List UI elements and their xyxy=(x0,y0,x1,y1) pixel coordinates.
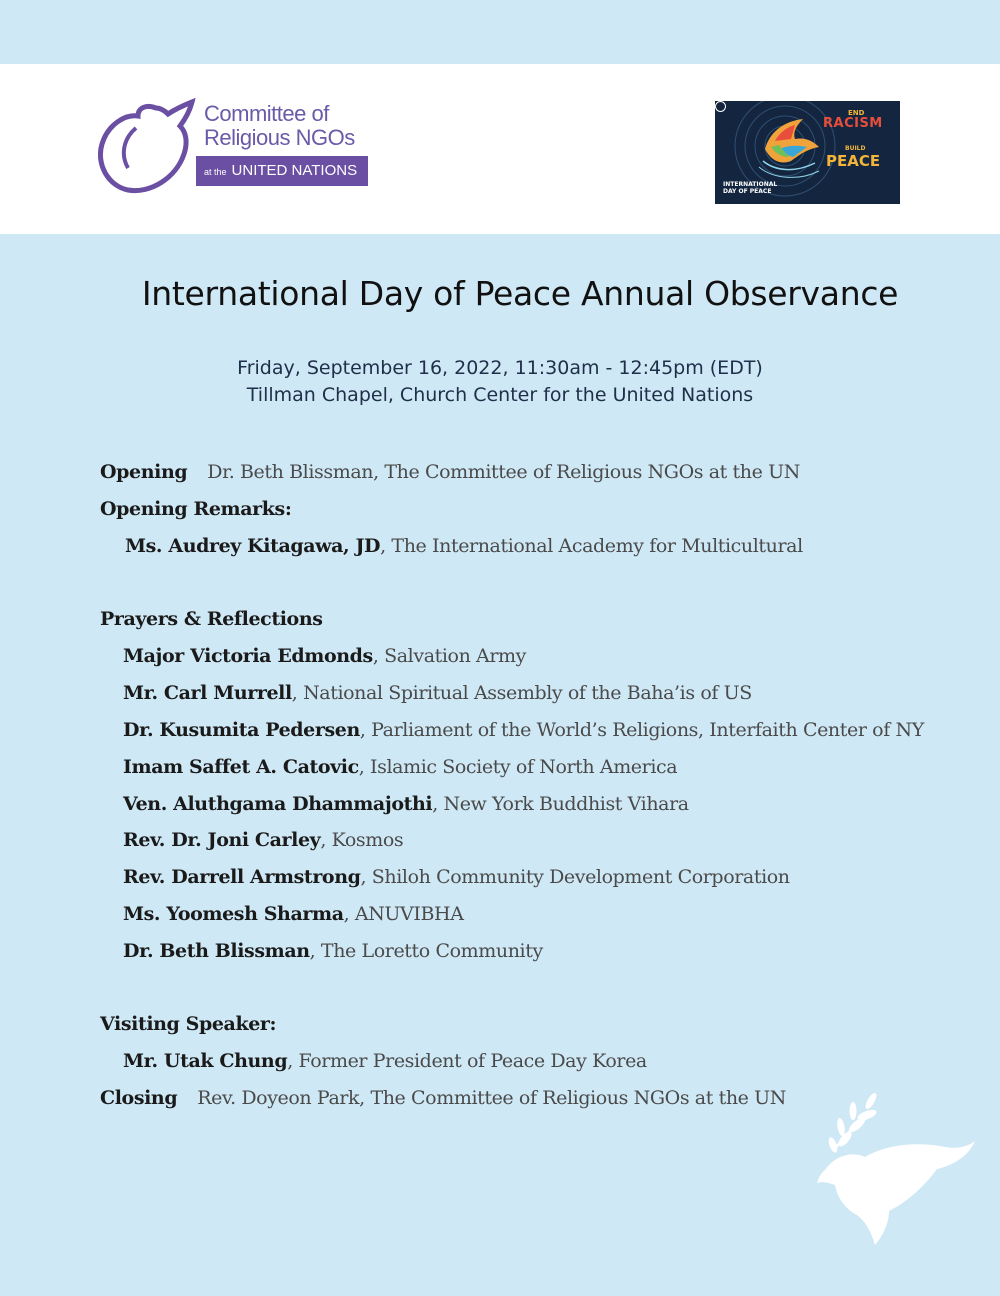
event-venue: Tillman Chapel, Church Center for the United Nations xyxy=(246,384,754,406)
program-opening xyxy=(100,460,800,484)
speaker-org: , ANUVIBHA xyxy=(343,903,464,925)
program-closing xyxy=(100,1086,786,1110)
program-visiting xyxy=(100,1012,276,1036)
opening-remarks-speaker xyxy=(125,534,803,558)
speaker-name: Imam Saffet A. Catovic xyxy=(123,756,359,778)
speaker-name: Ms. Yoomesh Sharma xyxy=(123,903,344,925)
list-item xyxy=(123,865,790,889)
speaker-org: , Former President of Peace Day Korea xyxy=(287,1050,647,1072)
list-item xyxy=(123,939,543,963)
speaker-name: Ven. Aluthgama Dhammajothi xyxy=(123,793,433,815)
list-item xyxy=(123,828,403,852)
list-item xyxy=(123,644,526,668)
badge-peace: PEACE xyxy=(826,152,881,170)
badge-build: BUILD xyxy=(845,145,866,152)
speaker-org: , National Spiritual Assembly of the Baha’is of US xyxy=(291,682,752,704)
prayers-label: Prayers & Reflections xyxy=(100,608,323,630)
badge-idp-line2: DAY OF PEACE xyxy=(723,188,772,195)
event-date: Friday, September 16, 2022, 11:30am - 12:45pm (EDT) xyxy=(237,357,763,379)
program-opening-remarks xyxy=(100,497,291,521)
list-item xyxy=(123,902,464,926)
speaker-name: Rev. Darrell Armstrong xyxy=(123,866,361,888)
opening-remarks-label: Opening Remarks: xyxy=(100,498,292,520)
badge-idp-line1: INTERNATIONAL xyxy=(723,181,778,188)
badge-racism: RACISM xyxy=(823,116,883,131)
logo-line-committee: Committee of xyxy=(204,101,329,126)
speaker-org: , The International Academy for Multicultural xyxy=(380,535,803,557)
list-item xyxy=(123,681,752,705)
logo-line-religious: Religious NGOs xyxy=(204,125,355,150)
logo-box-at-the: at the xyxy=(204,167,227,177)
speaker-org: , The Loretto Community xyxy=(309,940,543,962)
badge-end: END xyxy=(848,109,865,117)
list-item xyxy=(123,755,677,779)
speaker-org: , Kosmos xyxy=(320,829,404,851)
list-item xyxy=(123,718,924,742)
speaker-name: Mr. Carl Murrell xyxy=(123,682,292,704)
speaker-name: Dr. Beth Blissman xyxy=(123,940,310,962)
speaker-org: , Parliament of the World’s Religions, Interfaith Center of NY xyxy=(359,719,924,741)
speaker-org: , Shiloh Community Development Corporation xyxy=(360,866,790,888)
speaker-name: Major Victoria Edmonds xyxy=(123,645,373,667)
speaker-name: Mr. Utak Chung xyxy=(123,1050,288,1072)
speaker-name: Rev. Dr. Joni Carley xyxy=(123,829,321,851)
visiting-label: Visiting Speaker: xyxy=(100,1013,277,1035)
speaker-name: Dr. Kusumita Pedersen xyxy=(123,719,360,741)
page-title: International Day of Peace Annual Observance xyxy=(141,274,899,313)
list-item xyxy=(123,792,689,816)
visiting-speaker xyxy=(123,1049,647,1073)
closing-text: Rev. Doyeon Park, The Committee of Religious NGOs at the UN xyxy=(197,1087,787,1109)
dove-with-olive-branch-icon xyxy=(805,1085,980,1250)
speaker-name: Ms. Audrey Kitagawa, JD xyxy=(125,535,381,557)
speaker-org: , New York Buddhist Vihara xyxy=(432,793,689,815)
speaker-org: , Islamic Society of North America xyxy=(358,756,678,778)
program-prayers xyxy=(100,607,323,631)
opening-label: Opening xyxy=(100,461,188,483)
closing-label: Closing xyxy=(100,1087,178,1109)
opening-text: Dr. Beth Blissman, The Committee of Religious NGOs at the UN xyxy=(207,461,800,483)
logo-box-text: UNITED NATIONS xyxy=(231,162,358,179)
speaker-org: , Salvation Army xyxy=(372,645,527,667)
